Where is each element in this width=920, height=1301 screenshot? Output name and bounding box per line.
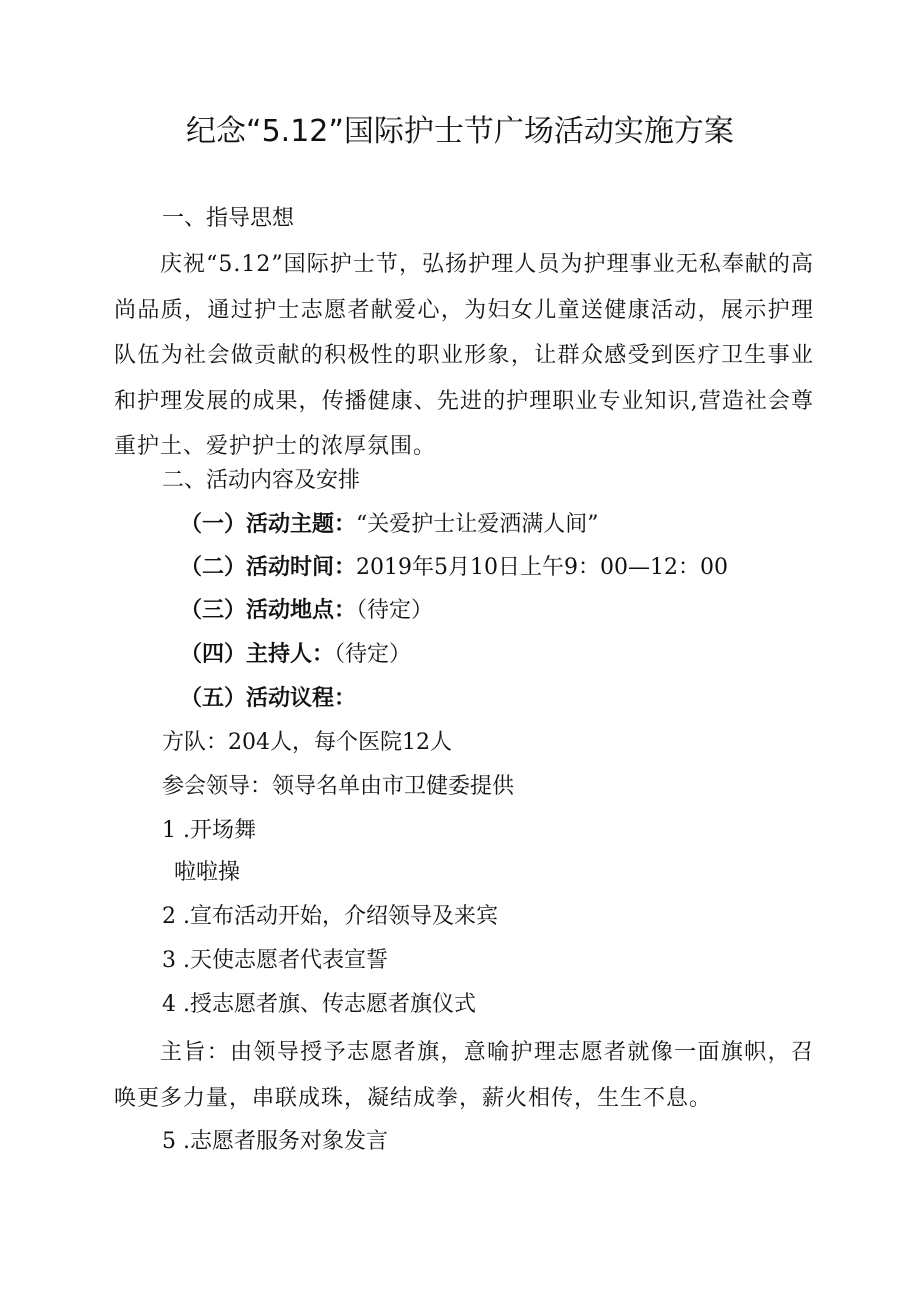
agenda-leaders: 参会领导：领导名单由市卫健委提供 bbox=[162, 774, 515, 799]
section-heading-guiding-thought: 一、指导思想 bbox=[162, 206, 295, 231]
item-label: （二）活动时间： bbox=[180, 555, 357, 580]
item-value: “关爱护士让爱洒满人间” bbox=[356, 512, 599, 537]
agenda-step-4: 4 .授志愿者旗、传志愿者旗仪式 bbox=[162, 992, 476, 1017]
agenda-step-1: 1 .开场舞 bbox=[162, 818, 256, 843]
item-agenda bbox=[180, 683, 356, 715]
item-label: （三）活动地点： bbox=[180, 598, 357, 623]
agenda-team: 方队：204人，每个医院12人 bbox=[162, 730, 452, 755]
guiding-thought-paragraph: 庆祝“5.12”国际护士节，弘扬护理人员为护理事业无私奉献的高尚品质，通过护士志愿者献爱心，为妇女儿童送健康活动，展示护理队伍为社会做贡献的积极性的职业形象，让群众感受到医疗卫生事业和护理发展的成果，传播健康、先进的护理职业专业知识,营造社会尊重护土、爱护护士的浓厚氛围。 bbox=[114, 252, 814, 459]
document-title: 纪念“5.12”国际护士节广场活动实施方案 bbox=[186, 114, 734, 149]
item-label: （四）主持人： bbox=[180, 642, 335, 667]
item-value: （待定） bbox=[356, 598, 434, 623]
agenda-step-3: 3 .天使志愿者代表宣誓 bbox=[162, 948, 388, 973]
item-activity-theme bbox=[180, 509, 599, 541]
item-host bbox=[180, 639, 411, 671]
item-activity-time bbox=[180, 552, 728, 584]
item-label: （一）活动主题： bbox=[180, 512, 357, 537]
agenda-step-5: 5 .志愿者服务对象发言 bbox=[162, 1129, 388, 1154]
item-activity-location bbox=[180, 595, 433, 627]
agenda-purpose-paragraph: 主旨：由领导授予志愿者旗，意喻护理志愿者就像一面旗帜，召唤更多力量，串联成珠，凝结成拳，薪火相传，生生不息。 bbox=[114, 1040, 814, 1111]
item-label: （五）活动议程： bbox=[180, 686, 357, 711]
agenda-step-2: 2 .宣布活动开始，介绍领导及来宾 bbox=[162, 904, 498, 929]
item-value: 2019年5月10日上午9：00—12：00 bbox=[356, 555, 728, 580]
section-heading-activity-content: 二、活动内容及安排 bbox=[162, 468, 361, 493]
item-value: （待定） bbox=[334, 642, 412, 667]
agenda-step-1-sub: 啦啦操 bbox=[174, 860, 241, 885]
